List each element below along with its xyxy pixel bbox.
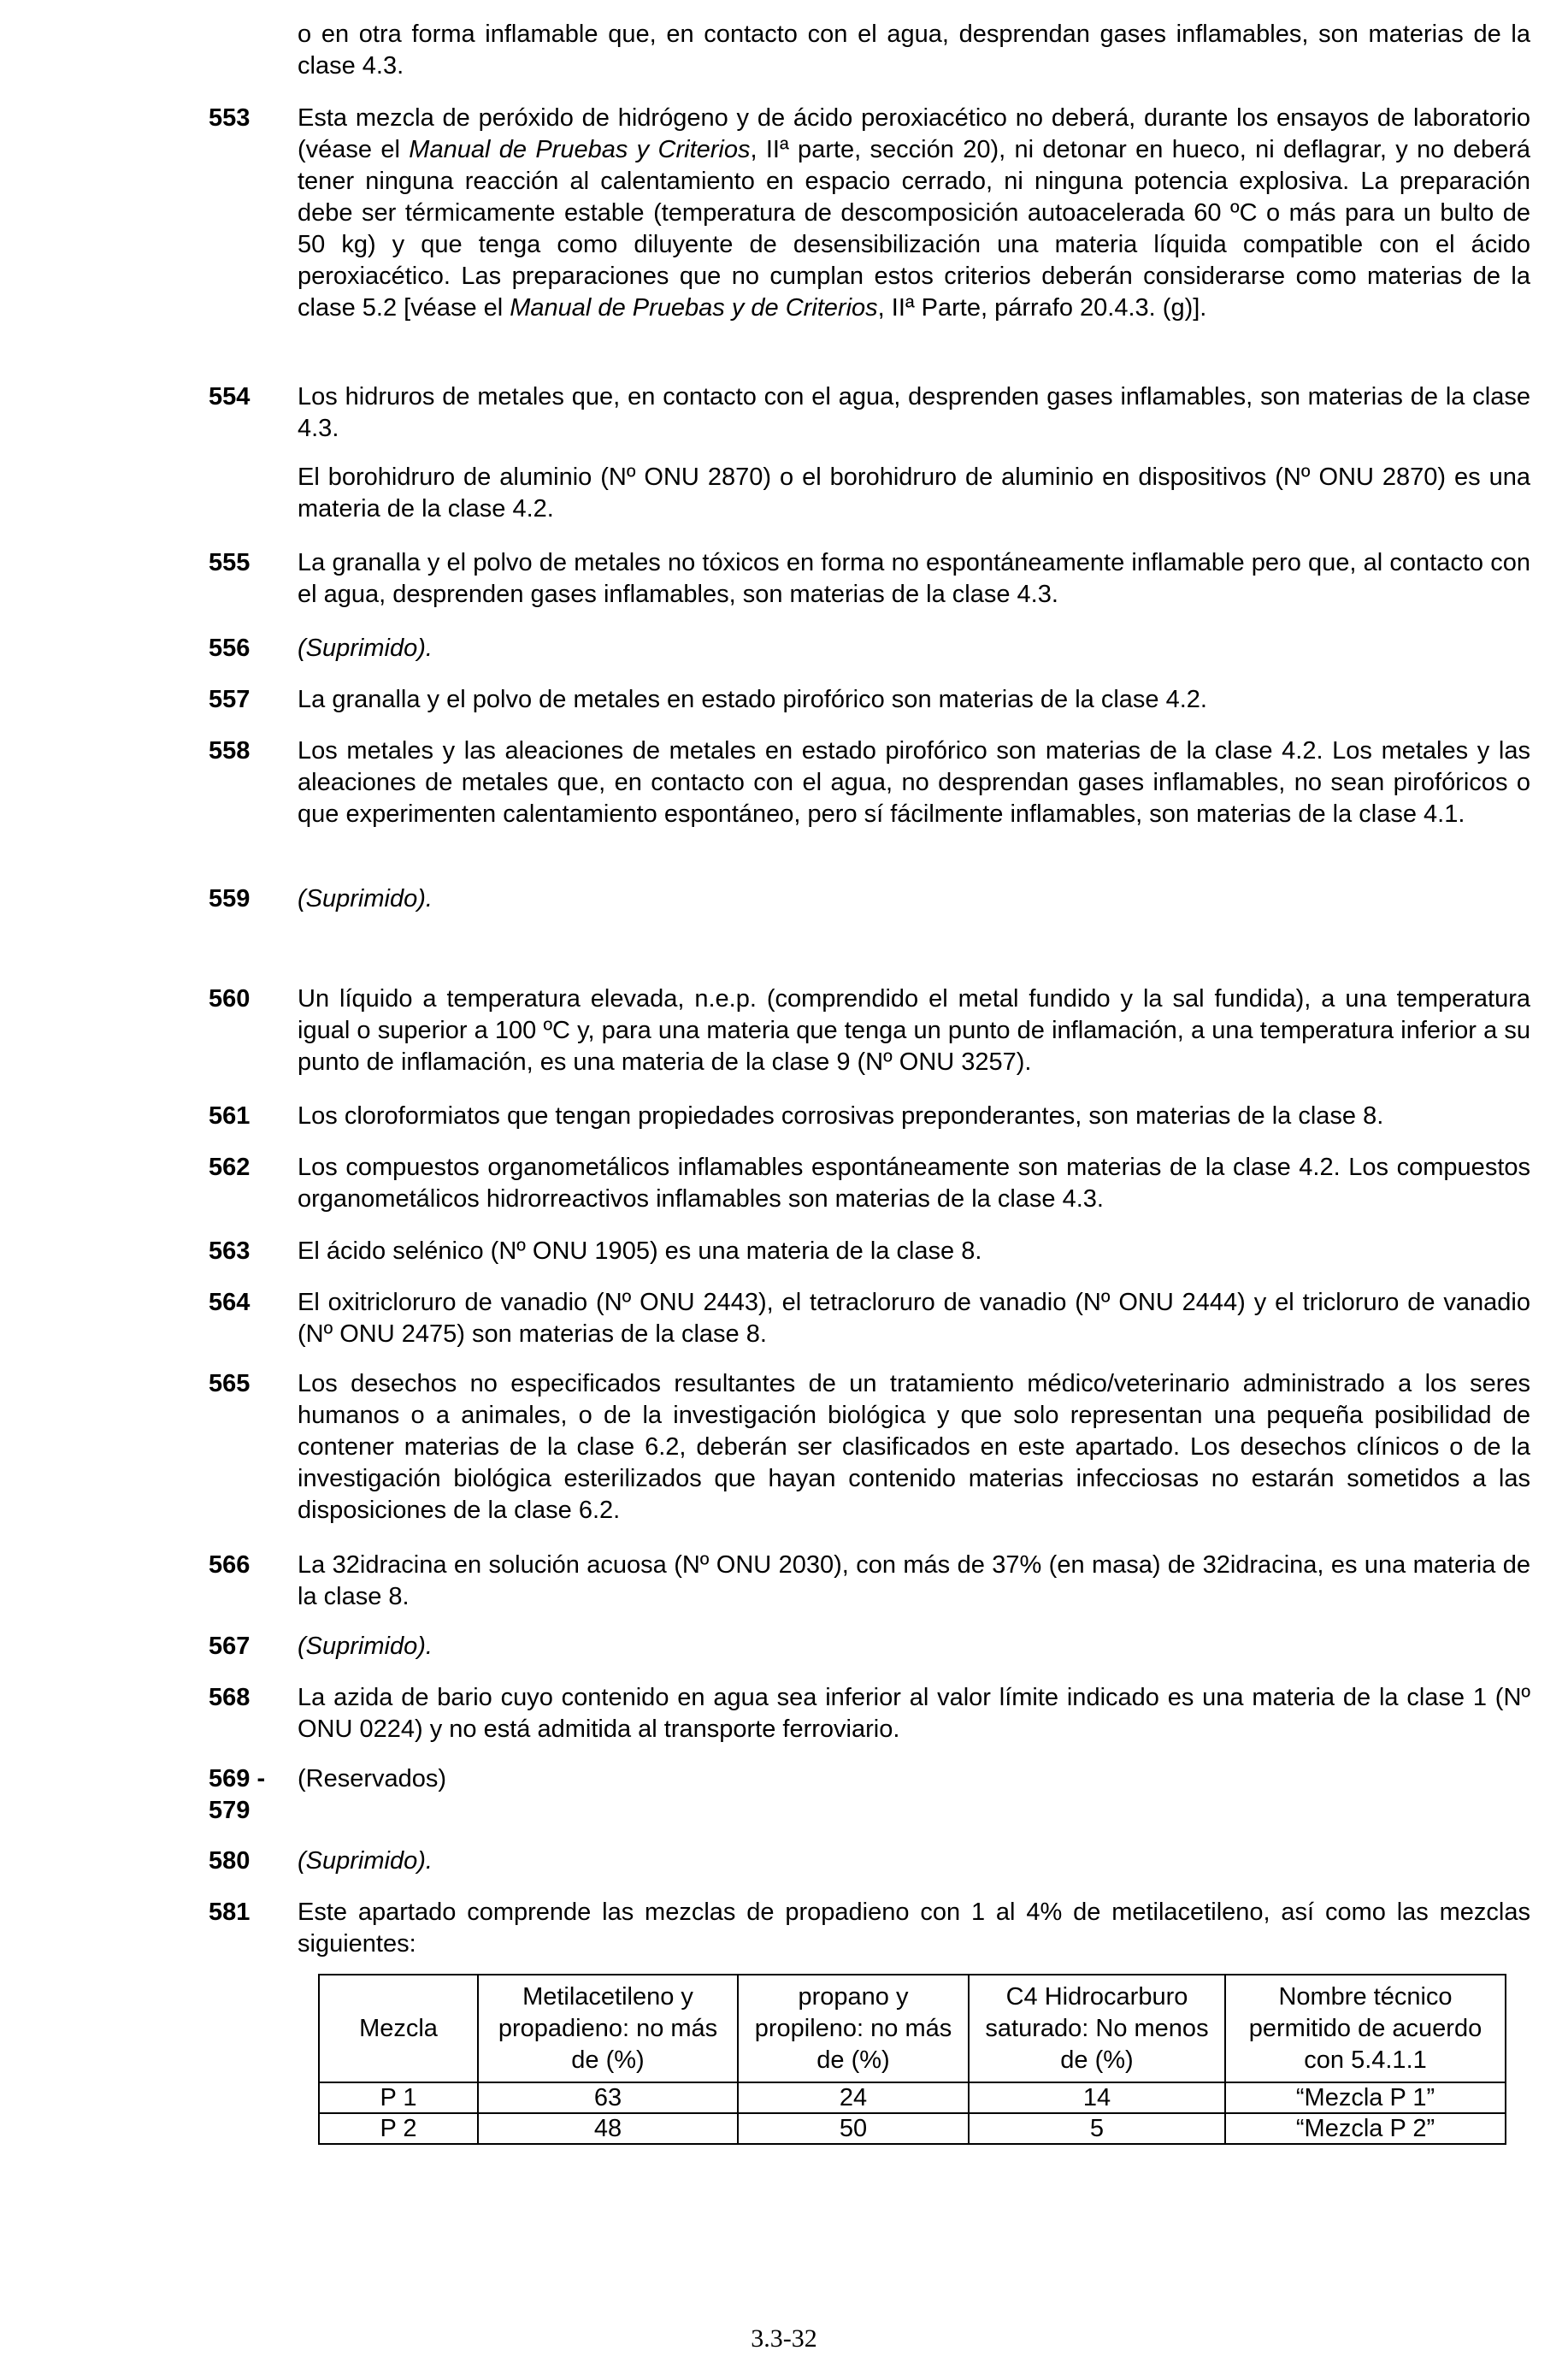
table-cell: 24 (738, 2082, 969, 2113)
provision-569-579-text: (Reservados) (298, 1765, 447, 1792)
provision-554-text: Los hidruros de metales que, en contacto con el agua, desprenden gases inflamables, son materias de la clase 4.3. (298, 383, 1530, 442)
provision-number: 554 (209, 383, 251, 410)
table-cell: 50 (738, 2113, 969, 2144)
provision-number-range-start: 569 - (209, 1765, 266, 1792)
manual-title: Manual de Pruebas y de Criterios (510, 294, 878, 322)
table-row (319, 2113, 1506, 2144)
provision-number: 553 (209, 104, 251, 132)
table-header-cell: Mezcla (319, 1975, 478, 2082)
provision-559-text: (Suprimido). (298, 885, 433, 912)
intro-paragraph: o en otra forma inflamable que, en contacto con el agua, desprendan gases inflamables, son materias de la clase 4.3. (298, 21, 1530, 80)
table-row (319, 2082, 1506, 2113)
provision-number: 565 (209, 1370, 251, 1397)
provision-number: 558 (209, 737, 251, 765)
provision-number: 563 (209, 1237, 251, 1265)
manual-title: Manual de Pruebas y Criterios (409, 136, 751, 163)
table-cell: “Mezcla P 2” (1225, 2113, 1506, 2144)
table-header-cell: propano y propileno: no más de (%) (738, 1975, 969, 2082)
provision-number: 555 (209, 549, 251, 576)
provision-number: 580 (209, 1847, 251, 1875)
provision-566-text: La 32idracina en solución acuosa (Nº ONU 2030), con más de 37% (en masa) de 32idracina, es una materia de la clase 8. (298, 1551, 1530, 1610)
provision-560-text: Un líquido a temperatura elevada, n.e.p. (comprendido el metal fundido y la sal fundida), a una temperatura igual o superior a 100 ºC y, para una materia que tenga un punto de inflamación, a una temperatura inferior a su punto de inflamación, es una materia de la clase 9 (Nº ONU 3257). (298, 985, 1530, 1076)
provision-568-text: La azida de bario cuyo contenido en agua sea inferior al valor límite indicado es una materia de la clase 1 (Nº ONU 0224) y no está admitida al transporte ferroviario. (298, 1684, 1530, 1743)
provision-562-text: Los compuestos organometálicos inflamables espontáneamente son materias de la clase 4.2. Los compuestos organometálicos hidrorreactivos inflamables son materias de la clase 4.3. (298, 1154, 1530, 1213)
table-cell: “Mezcla P 1” (1225, 2082, 1506, 2113)
table-cell: 63 (478, 2082, 738, 2113)
provision-number: 567 (209, 1633, 251, 1660)
table-header-cell: Metilacetileno y propadieno: no más de (%) (478, 1975, 738, 2082)
table-header-row (319, 1975, 1506, 2082)
provision-561-text: Los cloroformiatos que tengan propiedades corrosivas preponderantes, son materias de la clase 8. (298, 1102, 1384, 1130)
provision-581-text: Este apartado comprende las mezclas de propadieno con 1 al 4% de metilacetileno, así como las mezclas siguientes: (298, 1899, 1530, 1958)
provision-number: 561 (209, 1102, 251, 1130)
text-segment: , IIª parte, sección 20), ni detonar en hueco, ni deflagrar, y no deberá tener ninguna reacción al calentamiento en espacio cerrado, ni ninguna potencia explosiva. La preparación debe ser térmicamente estable (temperatura de descomposición autoacelerada 60 ºC o más para un bulto de 50 kg) y que tenga como diluyente de desensibilización una materia líquida compatible con el ácido peroxiacético. Las preparaciones que no cumplan estos criterios deberán considerarse como materias de la clase 5.2 [véase el (298, 136, 1530, 322)
provision-565-text: Los desechos no especificados resultantes de un tratamiento médico/veterinario administrado a los seres humanos o a animales, o de la investigación biológica y que solo representan una pequeña posibilidad de contener materias de la clase 6.2, deberán ser clasificados en este apartado. Los desechos clínicos o de la investigación biológica esterilizados que hayan contenido materias infecciosas no estarán sometidos a las disposiciones de la clase 6.2. (298, 1370, 1530, 1524)
text-segment: Esta mezcla de peróxido de hidrógeno y de ácido peroxiacético no deberá, durante los ensayos de laboratorio (véase el (298, 104, 1530, 163)
provision-555-text: La granalla y el polvo de metales no tóxicos en forma no espontáneamente inflamable pero que, al contacto con el agua, desprenden gases inflamables, son materias de la clase 4.3. (298, 549, 1530, 608)
mixtures-table (318, 1974, 1506, 2145)
provision-553-text (298, 103, 1530, 324)
provision-558-text: Los metales y las aleaciones de metales en estado pirofórico son materias de la clase 4.2. Los metales y las aleaciones de metales que, en contacto con el agua, no desprendan gases inflamables, no sean pirofóricos o que experimenten calentamiento espontáneo, pero sí fácilmente inflamables, son materias de la clase 4.1. (298, 737, 1530, 828)
table-cell: 5 (969, 2113, 1225, 2144)
provision-number: 568 (209, 1684, 251, 1711)
provision-557-text: La granalla y el polvo de metales en estado pirofórico son materias de la clase 4.2. (298, 686, 1207, 713)
provision-556-text: (Suprimido). (298, 635, 433, 662)
provision-567-text: (Suprimido). (298, 1633, 433, 1660)
provision-number: 562 (209, 1154, 251, 1181)
provision-number-range-end: 579 (209, 1797, 251, 1824)
table-cell: 48 (478, 2113, 738, 2144)
provision-number: 566 (209, 1551, 251, 1579)
provision-number: 564 (209, 1289, 251, 1316)
table-header-cell: Nombre técnico permitido de acuerdo con 5.4.1.1 (1225, 1975, 1506, 2082)
provision-563-text: El ácido selénico (Nº ONU 1905) es una materia de la clase 8. (298, 1237, 982, 1265)
provision-number: 581 (209, 1899, 251, 1926)
table-cell: 14 (969, 2082, 1225, 2113)
table-cell: P 2 (319, 2113, 478, 2144)
provision-554-text-2: El borohidruro de aluminio (Nº ONU 2870) o el borohidruro de aluminio en dispositivos (Nº ONU 2870) es una materia de la clase 4.2. (298, 464, 1530, 523)
provision-564-text: El oxitricloruro de vanadio (Nº ONU 2443), el tetracloruro de vanadio (Nº ONU 2444) y el tricloruro de vanadio (Nº ONU 2475) son materias de la clase 8. (298, 1289, 1530, 1348)
table-header-cell: C4 Hidrocarburo saturado: No menos de (%) (969, 1975, 1225, 2082)
provision-580-text: (Suprimido). (298, 1847, 433, 1875)
table-cell: P 1 (319, 2082, 478, 2113)
provision-number: 556 (209, 635, 251, 662)
provision-number: 557 (209, 686, 251, 713)
text-segment: , IIª Parte, párrafo 20.4.3. (g)]. (877, 294, 1207, 322)
provision-number: 560 (209, 985, 251, 1013)
page-number: 3.3-32 (751, 2324, 817, 2353)
provision-number: 559 (209, 885, 251, 912)
